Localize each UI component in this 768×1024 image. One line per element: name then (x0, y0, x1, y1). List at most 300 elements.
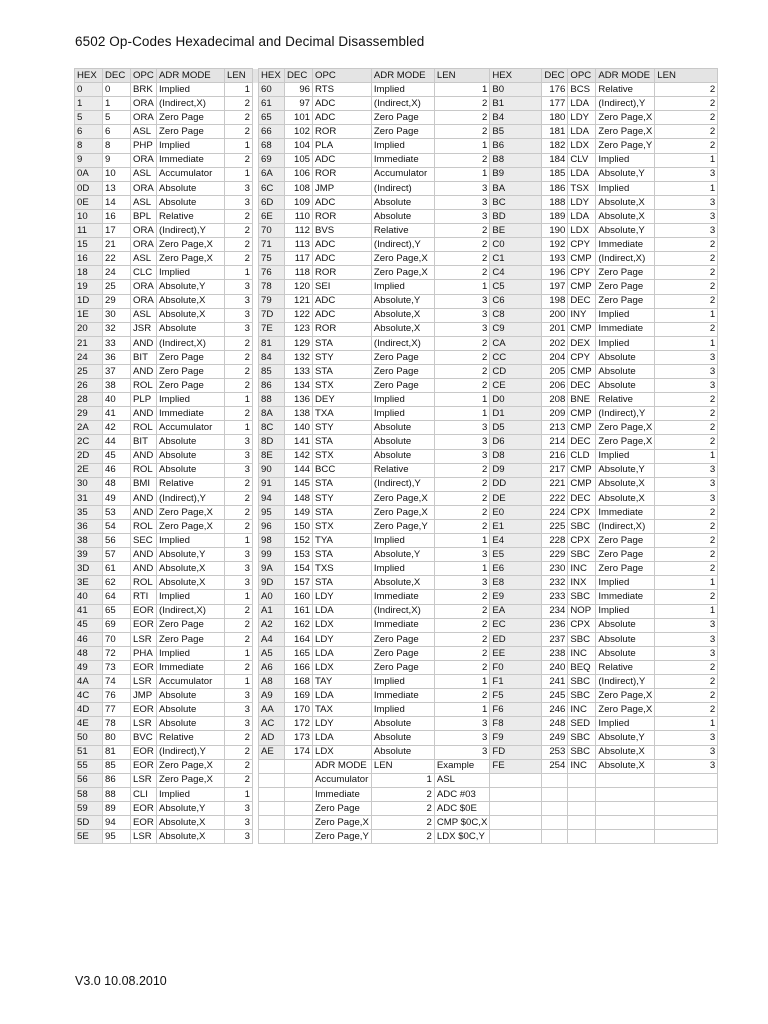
adr-mode-cell: Absolute (371, 449, 434, 463)
opcode-table (74, 68, 746, 844)
dec-cell: 168 (285, 675, 313, 689)
table-row (75, 689, 746, 703)
len-cell: 2 (225, 224, 253, 238)
opc-cell: PHA (131, 646, 157, 660)
opc-cell: PLA (313, 139, 372, 153)
dec-cell: 29 (103, 294, 131, 308)
hex-cell: 59 (75, 801, 103, 815)
empty-cell (285, 801, 313, 815)
adr-mode-cell: Implied (596, 717, 655, 731)
dec-cell: 44 (103, 435, 131, 449)
adr-mode-cell: Absolute (371, 745, 434, 759)
adr-mode-cell: Zero Page (371, 646, 434, 660)
len-cell: 3 (225, 548, 253, 562)
opc-cell: EOR (131, 604, 157, 618)
dec-cell: 105 (285, 153, 313, 167)
opc-cell: ASL (131, 252, 157, 266)
len-cell: 2 (655, 703, 718, 717)
hex-cell: 96 (259, 520, 285, 534)
len-cell: 3 (225, 449, 253, 463)
adr-mode-cell: Immediate (157, 153, 225, 167)
opc-cell: SBC (568, 548, 596, 562)
len-cell: 3 (655, 646, 718, 660)
dec-cell: 32 (103, 322, 131, 336)
empty-cell (596, 773, 655, 787)
legend-adr-mode-cell: Zero Page,X (313, 815, 372, 829)
hex-cell: 29 (75, 407, 103, 421)
hex-cell: 1E (75, 308, 103, 322)
len-cell: 2 (225, 125, 253, 139)
hex-cell: 70 (259, 224, 285, 238)
table-row (75, 280, 746, 294)
dec-cell: 74 (103, 675, 131, 689)
adr-mode-cell: Absolute (596, 379, 655, 393)
dec-cell: 202 (542, 336, 568, 350)
opc-cell: STA (313, 364, 372, 378)
adr-mode-cell: Absolute,X (157, 576, 225, 590)
table-row (75, 505, 746, 519)
dec-cell: 177 (542, 97, 568, 111)
len-cell: 3 (434, 421, 489, 435)
empty-cell (285, 815, 313, 829)
opc-cell: ORA (131, 294, 157, 308)
len-cell: 2 (434, 590, 489, 604)
dec-cell: 237 (542, 632, 568, 646)
dec-cell: 216 (542, 449, 568, 463)
dec-cell: 104 (285, 139, 313, 153)
opc-cell: JMP (131, 689, 157, 703)
empty-cell (490, 815, 542, 829)
hex-cell: BA (490, 181, 542, 195)
adr-mode-cell: Absolute (157, 703, 225, 717)
opc-cell: LDA (568, 167, 596, 181)
hex-cell: 0A (75, 167, 103, 181)
dec-cell: 162 (285, 618, 313, 632)
adr-mode-cell: Zero Page (371, 379, 434, 393)
dec-cell: 248 (542, 717, 568, 731)
opc-cell: LDA (568, 209, 596, 223)
empty-cell (655, 787, 718, 801)
adr-mode-cell: Zero Page,X (157, 252, 225, 266)
dec-cell: 196 (542, 266, 568, 280)
hex-cell: D6 (490, 435, 542, 449)
adr-mode-cell: Absolute,Y (157, 280, 225, 294)
adr-mode-cell: Immediate (596, 505, 655, 519)
len-cell: 2 (655, 660, 718, 674)
dec-cell: 186 (542, 181, 568, 195)
opc-cell: LDX (313, 745, 372, 759)
opc-cell: EOR (131, 660, 157, 674)
adr-mode-cell: Relative (596, 393, 655, 407)
hex-cell: DD (490, 477, 542, 491)
dec-cell: 240 (542, 660, 568, 674)
empty-cell (568, 787, 596, 801)
adr-mode-cell: Absolute,X (596, 477, 655, 491)
len-cell: 2 (655, 83, 718, 97)
adr-mode-cell: Implied (596, 153, 655, 167)
len-cell: 3 (655, 759, 718, 773)
hex-cell: 6C (259, 181, 285, 195)
adr-mode-cell: Zero Page (157, 379, 225, 393)
adr-mode-cell: Absolute (157, 181, 225, 195)
hex-cell: FE (490, 759, 542, 773)
dec-cell: 221 (542, 477, 568, 491)
hex-cell: 45 (75, 618, 103, 632)
dec-cell: 246 (542, 703, 568, 717)
len-cell: 2 (225, 350, 253, 364)
opc-cell: LSR (131, 632, 157, 646)
len-cell: 2 (434, 97, 489, 111)
dec-cell: 8 (103, 139, 131, 153)
adr-mode-cell: Zero Page,X (596, 111, 655, 125)
len-cell: 3 (655, 463, 718, 477)
adr-mode-cell: Implied (157, 590, 225, 604)
len-cell: 3 (225, 815, 253, 829)
table-row (75, 815, 746, 829)
table-row (75, 195, 746, 209)
opc-cell: BRK (131, 83, 157, 97)
dec-cell: 46 (103, 463, 131, 477)
dec-cell: 21 (103, 238, 131, 252)
dec-cell: 253 (542, 745, 568, 759)
opc-cell: ROR (313, 167, 372, 181)
adr-mode-cell: Implied (371, 675, 434, 689)
len-cell: 2 (225, 731, 253, 745)
opc-cell: ROR (313, 209, 372, 223)
table-row (75, 407, 746, 421)
hex-cell: 58 (75, 787, 103, 801)
opc-cell: AND (131, 449, 157, 463)
dec-cell: 228 (542, 534, 568, 548)
empty-cell (285, 787, 313, 801)
hex-cell: 25 (75, 364, 103, 378)
opc-cell: LDA (313, 646, 372, 660)
dec-cell: 117 (285, 252, 313, 266)
empty-cell (490, 801, 542, 815)
len-cell: 1 (434, 703, 489, 717)
dec-cell: 164 (285, 632, 313, 646)
empty-cell (568, 773, 596, 787)
adr-mode-cell: Absolute (157, 689, 225, 703)
adr-mode-cell: Implied (157, 646, 225, 660)
opc-cell: TAY (313, 675, 372, 689)
table-row (75, 534, 746, 548)
len-cell: 1 (225, 787, 253, 801)
opc-cell: INC (568, 562, 596, 576)
len-cell: 2 (655, 252, 718, 266)
dec-cell: 161 (285, 604, 313, 618)
hex-cell: 56 (75, 773, 103, 787)
len-cell: 2 (434, 618, 489, 632)
adr-mode-cell: Absolute (371, 731, 434, 745)
hex-cell: ED (490, 632, 542, 646)
len-cell: 2 (655, 675, 718, 689)
len-cell: 2 (655, 266, 718, 280)
len-cell: 3 (655, 379, 718, 393)
opc-cell: ASL (131, 195, 157, 209)
legend-header-example: Example (434, 759, 489, 773)
len-cell: 2 (434, 125, 489, 139)
opc-cell: CMP (568, 407, 596, 421)
adr-mode-cell: Zero Page,X (157, 773, 225, 787)
dec-cell: 81 (103, 745, 131, 759)
len-cell: 2 (225, 238, 253, 252)
adr-mode-cell: Implied (371, 83, 434, 97)
dec-cell: 245 (542, 689, 568, 703)
adr-mode-cell: Zero Page,X (596, 689, 655, 703)
adr-mode-cell: Zero Page (596, 548, 655, 562)
dec-cell: 149 (285, 505, 313, 519)
opc-cell: DEC (568, 435, 596, 449)
hex-cell: A6 (259, 660, 285, 674)
adr-mode-cell: Absolute,Y (157, 548, 225, 562)
hex-cell: 84 (259, 350, 285, 364)
hex-cell: 9D (259, 576, 285, 590)
adr-mode-cell: Absolute (596, 364, 655, 378)
legend-len-cell: 2 (371, 787, 434, 801)
opc-cell: CPX (568, 505, 596, 519)
hex-cell: 99 (259, 548, 285, 562)
len-cell: 2 (655, 280, 718, 294)
column-header: DEC (103, 69, 131, 83)
hex-cell: A0 (259, 590, 285, 604)
adr-mode-cell: Absolute (157, 449, 225, 463)
table-row (75, 717, 746, 731)
opc-cell: BEQ (568, 660, 596, 674)
len-cell: 2 (655, 689, 718, 703)
dec-cell: 180 (542, 111, 568, 125)
table-row (75, 266, 746, 280)
adr-mode-cell: Zero Page (157, 632, 225, 646)
dec-cell: 254 (542, 759, 568, 773)
opc-cell: EOR (131, 745, 157, 759)
adr-mode-cell: Zero Page,X (596, 421, 655, 435)
dec-cell: 205 (542, 364, 568, 378)
len-cell: 2 (225, 660, 253, 674)
opc-cell: CPY (568, 266, 596, 280)
hex-cell: CD (490, 364, 542, 378)
len-cell: 2 (225, 209, 253, 223)
hex-cell: 38 (75, 534, 103, 548)
dec-cell: 200 (542, 308, 568, 322)
adr-mode-cell: Absolute (157, 463, 225, 477)
len-cell: 2 (225, 632, 253, 646)
len-cell: 1 (434, 534, 489, 548)
dec-cell: 148 (285, 491, 313, 505)
hex-cell: 2C (75, 435, 103, 449)
hex-cell: 21 (75, 336, 103, 350)
dec-cell: 138 (285, 407, 313, 421)
len-cell: 1 (655, 153, 718, 167)
hex-cell: 94 (259, 491, 285, 505)
len-cell: 2 (434, 153, 489, 167)
table-row (75, 139, 746, 153)
empty-cell (542, 773, 568, 787)
len-cell: 3 (655, 364, 718, 378)
empty-cell (259, 801, 285, 815)
adr-mode-cell: Absolute,X (596, 491, 655, 505)
adr-mode-cell: Relative (157, 477, 225, 491)
opc-cell: SBC (568, 520, 596, 534)
opc-cell: SBC (568, 745, 596, 759)
opc-cell: LDY (568, 111, 596, 125)
opc-cell: LSR (131, 675, 157, 689)
len-cell: 2 (434, 111, 489, 125)
adr-mode-cell: Implied (157, 83, 225, 97)
dec-cell: 201 (542, 322, 568, 336)
hex-cell: 78 (259, 280, 285, 294)
hex-cell: 10 (75, 209, 103, 223)
adr-mode-cell: Absolute,Y (596, 463, 655, 477)
hex-cell: 88 (259, 393, 285, 407)
adr-mode-cell: Relative (596, 660, 655, 674)
opc-cell: AND (131, 548, 157, 562)
opc-cell: STA (313, 336, 372, 350)
hex-cell: A1 (259, 604, 285, 618)
column-header: HEX (75, 69, 103, 83)
dec-cell: 53 (103, 505, 131, 519)
hex-cell: AC (259, 717, 285, 731)
legend-example-cell: ADC $0E (434, 801, 489, 815)
len-cell: 3 (655, 195, 718, 209)
empty-cell (542, 801, 568, 815)
opc-cell: ORA (131, 181, 157, 195)
hex-cell: 5E (75, 830, 103, 844)
opc-cell: BMI (131, 477, 157, 491)
hex-cell: 46 (75, 632, 103, 646)
adr-mode-cell: Absolute,X (157, 815, 225, 829)
hex-cell: 2A (75, 421, 103, 435)
dec-cell: 61 (103, 562, 131, 576)
len-cell: 2 (434, 520, 489, 534)
opc-cell: CPY (568, 238, 596, 252)
len-cell: 2 (655, 520, 718, 534)
opc-cell: ADC (313, 308, 372, 322)
opc-cell: CMP (568, 463, 596, 477)
len-cell: 3 (434, 181, 489, 195)
len-cell: 3 (225, 689, 253, 703)
len-cell: 2 (655, 111, 718, 125)
len-cell: 3 (655, 632, 718, 646)
dec-cell: 5 (103, 111, 131, 125)
adr-mode-cell: Zero Page,X (596, 435, 655, 449)
len-cell: 3 (225, 717, 253, 731)
opc-cell: STA (313, 576, 372, 590)
hex-cell: B1 (490, 97, 542, 111)
adr-mode-cell: Absolute,X (157, 308, 225, 322)
hex-cell: 11 (75, 224, 103, 238)
dec-cell: 16 (103, 209, 131, 223)
empty-cell (490, 773, 542, 787)
adr-mode-cell: Zero Page (596, 280, 655, 294)
opc-cell: INC (568, 646, 596, 660)
len-cell: 2 (434, 477, 489, 491)
opc-cell: AND (131, 407, 157, 421)
adr-mode-cell: Implied (371, 562, 434, 576)
len-cell: 2 (225, 153, 253, 167)
dec-cell: 176 (542, 83, 568, 97)
dec-cell: 73 (103, 660, 131, 674)
dec-cell: 197 (542, 280, 568, 294)
adr-mode-cell: Absolute (596, 350, 655, 364)
opc-cell: ORA (131, 280, 157, 294)
opc-cell: ORA (131, 97, 157, 111)
hex-cell: 65 (259, 111, 285, 125)
opc-cell: EOR (131, 618, 157, 632)
len-cell: 1 (655, 181, 718, 195)
adr-mode-cell: Zero Page (371, 660, 434, 674)
adr-mode-cell: Zero Page,X (371, 252, 434, 266)
dec-cell: 13 (103, 181, 131, 195)
dec-cell: 134 (285, 379, 313, 393)
len-cell: 2 (434, 646, 489, 660)
column-header: HEX (259, 69, 285, 83)
len-cell: 2 (434, 364, 489, 378)
opc-cell: EOR (131, 801, 157, 815)
len-cell: 3 (655, 224, 718, 238)
hex-cell: BE (490, 224, 542, 238)
adr-mode-cell: Zero Page (596, 294, 655, 308)
adr-mode-cell: Zero Page (371, 111, 434, 125)
legend-header-adr-mode: ADR MODE (313, 759, 372, 773)
adr-mode-cell: Zero Page,X (596, 125, 655, 139)
opc-cell: LDA (568, 125, 596, 139)
adr-mode-cell: Implied (371, 703, 434, 717)
adr-mode-cell: Zero Page (157, 125, 225, 139)
adr-mode-cell: Absolute (371, 209, 434, 223)
len-cell: 3 (434, 449, 489, 463)
empty-cell (568, 801, 596, 815)
adr-mode-cell: Absolute (371, 435, 434, 449)
adr-mode-cell: Zero Page,X (157, 238, 225, 252)
dec-cell: 113 (285, 238, 313, 252)
len-cell: 3 (225, 322, 253, 336)
len-cell: 2 (434, 238, 489, 252)
hex-cell: AD (259, 731, 285, 745)
hex-cell: B9 (490, 167, 542, 181)
adr-mode-cell: Absolute (596, 646, 655, 660)
adr-mode-cell: Implied (157, 787, 225, 801)
hex-cell: F1 (490, 675, 542, 689)
len-cell: 1 (655, 449, 718, 463)
legend-adr-mode-cell: Immediate (313, 787, 372, 801)
hex-cell: 8D (259, 435, 285, 449)
dec-cell: 9 (103, 153, 131, 167)
hex-cell: 7E (259, 322, 285, 336)
adr-mode-cell: Absolute,Y (157, 801, 225, 815)
hex-cell: D0 (490, 393, 542, 407)
dec-cell: 181 (542, 125, 568, 139)
empty-cell (490, 787, 542, 801)
adr-mode-cell: Immediate (596, 322, 655, 336)
opc-cell: STY (313, 350, 372, 364)
hex-cell: E0 (490, 505, 542, 519)
len-cell: 1 (655, 308, 718, 322)
hex-cell: 8A (259, 407, 285, 421)
opc-cell: AND (131, 505, 157, 519)
dec-cell: 6 (103, 125, 131, 139)
len-cell: 3 (434, 294, 489, 308)
column-header: HEX (490, 69, 542, 83)
dec-cell: 102 (285, 125, 313, 139)
opc-cell: AND (131, 491, 157, 505)
len-cell: 1 (434, 393, 489, 407)
opc-cell: DEX (568, 336, 596, 350)
len-cell: 1 (434, 83, 489, 97)
len-cell: 3 (434, 548, 489, 562)
table-row (75, 731, 746, 745)
hex-cell: EC (490, 618, 542, 632)
